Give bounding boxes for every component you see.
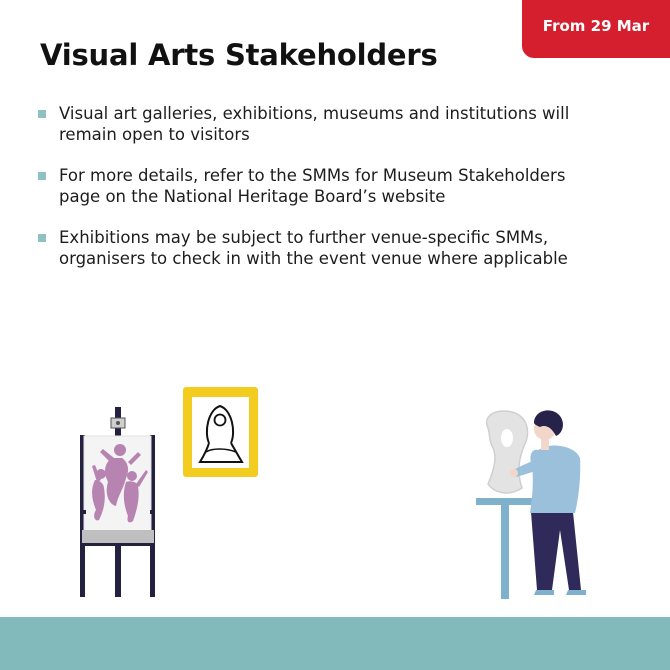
page-title: Visual Arts Stakeholders xyxy=(40,38,438,72)
date-badge-label: From 29 Mar xyxy=(542,17,650,35)
info-bullet-text: Visual art galleries, exhibitions, museums and institutions will remain open to visitors xyxy=(59,104,570,144)
info-bullet-text: For more details, refer to the SMMs for Museum Stakeholders page on the National Heritage Board’s website xyxy=(59,166,566,206)
easel-icon xyxy=(80,407,155,597)
info-bullet-text: Exhibitions may be subject to further venue-specific SMMs, organisers to check in with the event venue where applicable xyxy=(59,228,568,268)
sculpture-icon xyxy=(476,411,532,599)
footer-band xyxy=(0,617,670,670)
framed-portrait-icon xyxy=(183,387,258,477)
